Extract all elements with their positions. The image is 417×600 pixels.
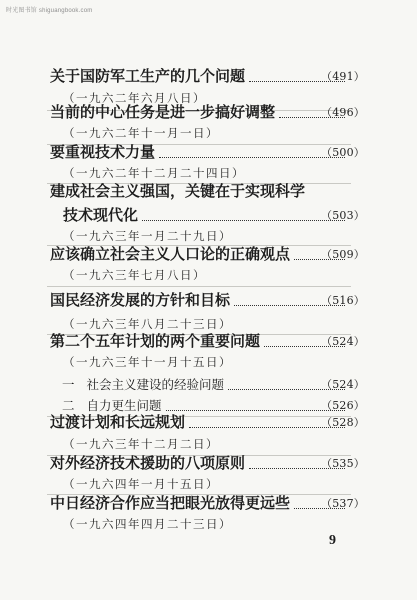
dot-leader [159,157,345,158]
toc-entry-title-line [50,413,365,431]
toc-entry-date: （一九六三年七月八日） [63,268,206,282]
toc-entry-title-line [50,103,365,121]
toc-entry-title: 当前的中心任务是进一步搞好调整 [50,103,276,121]
toc-entry-page: （528） [321,416,365,429]
toc-entry-title-line [63,206,365,224]
toc-entry-date: （一九六三年八月二十三日） [63,317,232,331]
toc-entry-page: （537） [321,497,365,510]
toc-entry-title-line [50,494,365,512]
dot-leader [142,220,345,221]
toc-entry-date: （一九六四年一月十五日） [63,477,219,491]
toc-subsection-line [62,376,365,393]
toc-entry-date: （一九六二年十二月二十四日） [63,166,245,180]
toc-entry-title: 过渡计划和长远规划 [50,413,186,431]
toc-entry-page: （503） [321,209,365,222]
toc-entry-date: （一九六二年六月八日） [63,91,206,105]
toc-entry-title-line [50,291,365,309]
toc-entry-title-line [50,183,349,200]
subsection-number: 一 [62,377,75,392]
subsection-number: 二 [62,398,75,413]
toc-entry-title-line [50,143,365,161]
toc-entry-title-continued: 技术现代化 [63,206,139,224]
toc-entry-page: （500） [321,146,365,159]
toc-entry-title: 中日经济合作应当把眼光放得更远些 [50,494,291,512]
toc-entry-title: 关于国防军工生产的几个问题 [50,67,246,85]
toc-entry-page: （516） [321,294,365,307]
toc-entry-date: （一九六二年十一月一日） [63,126,219,140]
toc-entry-title: 要重视技术力量 [50,143,156,161]
toc-entry-date: （一九六三年一月二十九日） [63,229,232,243]
toc-entry-page: （509） [321,248,365,261]
toc-entry-title: 国民经济发展的方针和目标 [50,291,231,309]
toc-entry-title-line [50,67,365,85]
subsection-title: 社会主义建设的经验问题 [86,377,225,392]
toc-entry-page: （491） [321,70,365,83]
toc-entry-title: 对外经济技术援助的八项原则 [50,454,246,472]
toc-entry-title: 第二个五年计划的两个重要问题 [50,332,261,350]
subsection-title: 自力更生问题 [86,398,162,413]
toc-entry-page: （496） [321,106,365,119]
toc-entry-date: （一九六三年十二月二日） [63,437,219,451]
toc-entry-title-line [50,454,365,472]
toc-entry-title: 建成社会主义强国，关键在于实现科学 [50,182,306,200]
toc-entry-page: （535） [321,457,365,470]
dot-leader [166,410,345,411]
toc-entry-title: 应该确立社会主义人口论的正确观点 [50,245,291,263]
toc-entry-title-line [50,332,365,350]
subsection-page: （526） [321,399,365,412]
toc-entry-date: （一九六三年十一月十五日） [63,355,232,369]
toc-entry-date: （一九六四年四月二十三日） [63,517,232,531]
toc-entry-page: （524） [321,335,365,348]
subsection-page: （524） [321,378,365,391]
watermark: 时光图书馆 shiguangbook.com [6,8,93,14]
entry-divider [47,286,351,287]
toc-entry-title-line [50,245,365,263]
page-number: 9 [329,533,336,548]
toc-subsection-line [62,397,365,414]
